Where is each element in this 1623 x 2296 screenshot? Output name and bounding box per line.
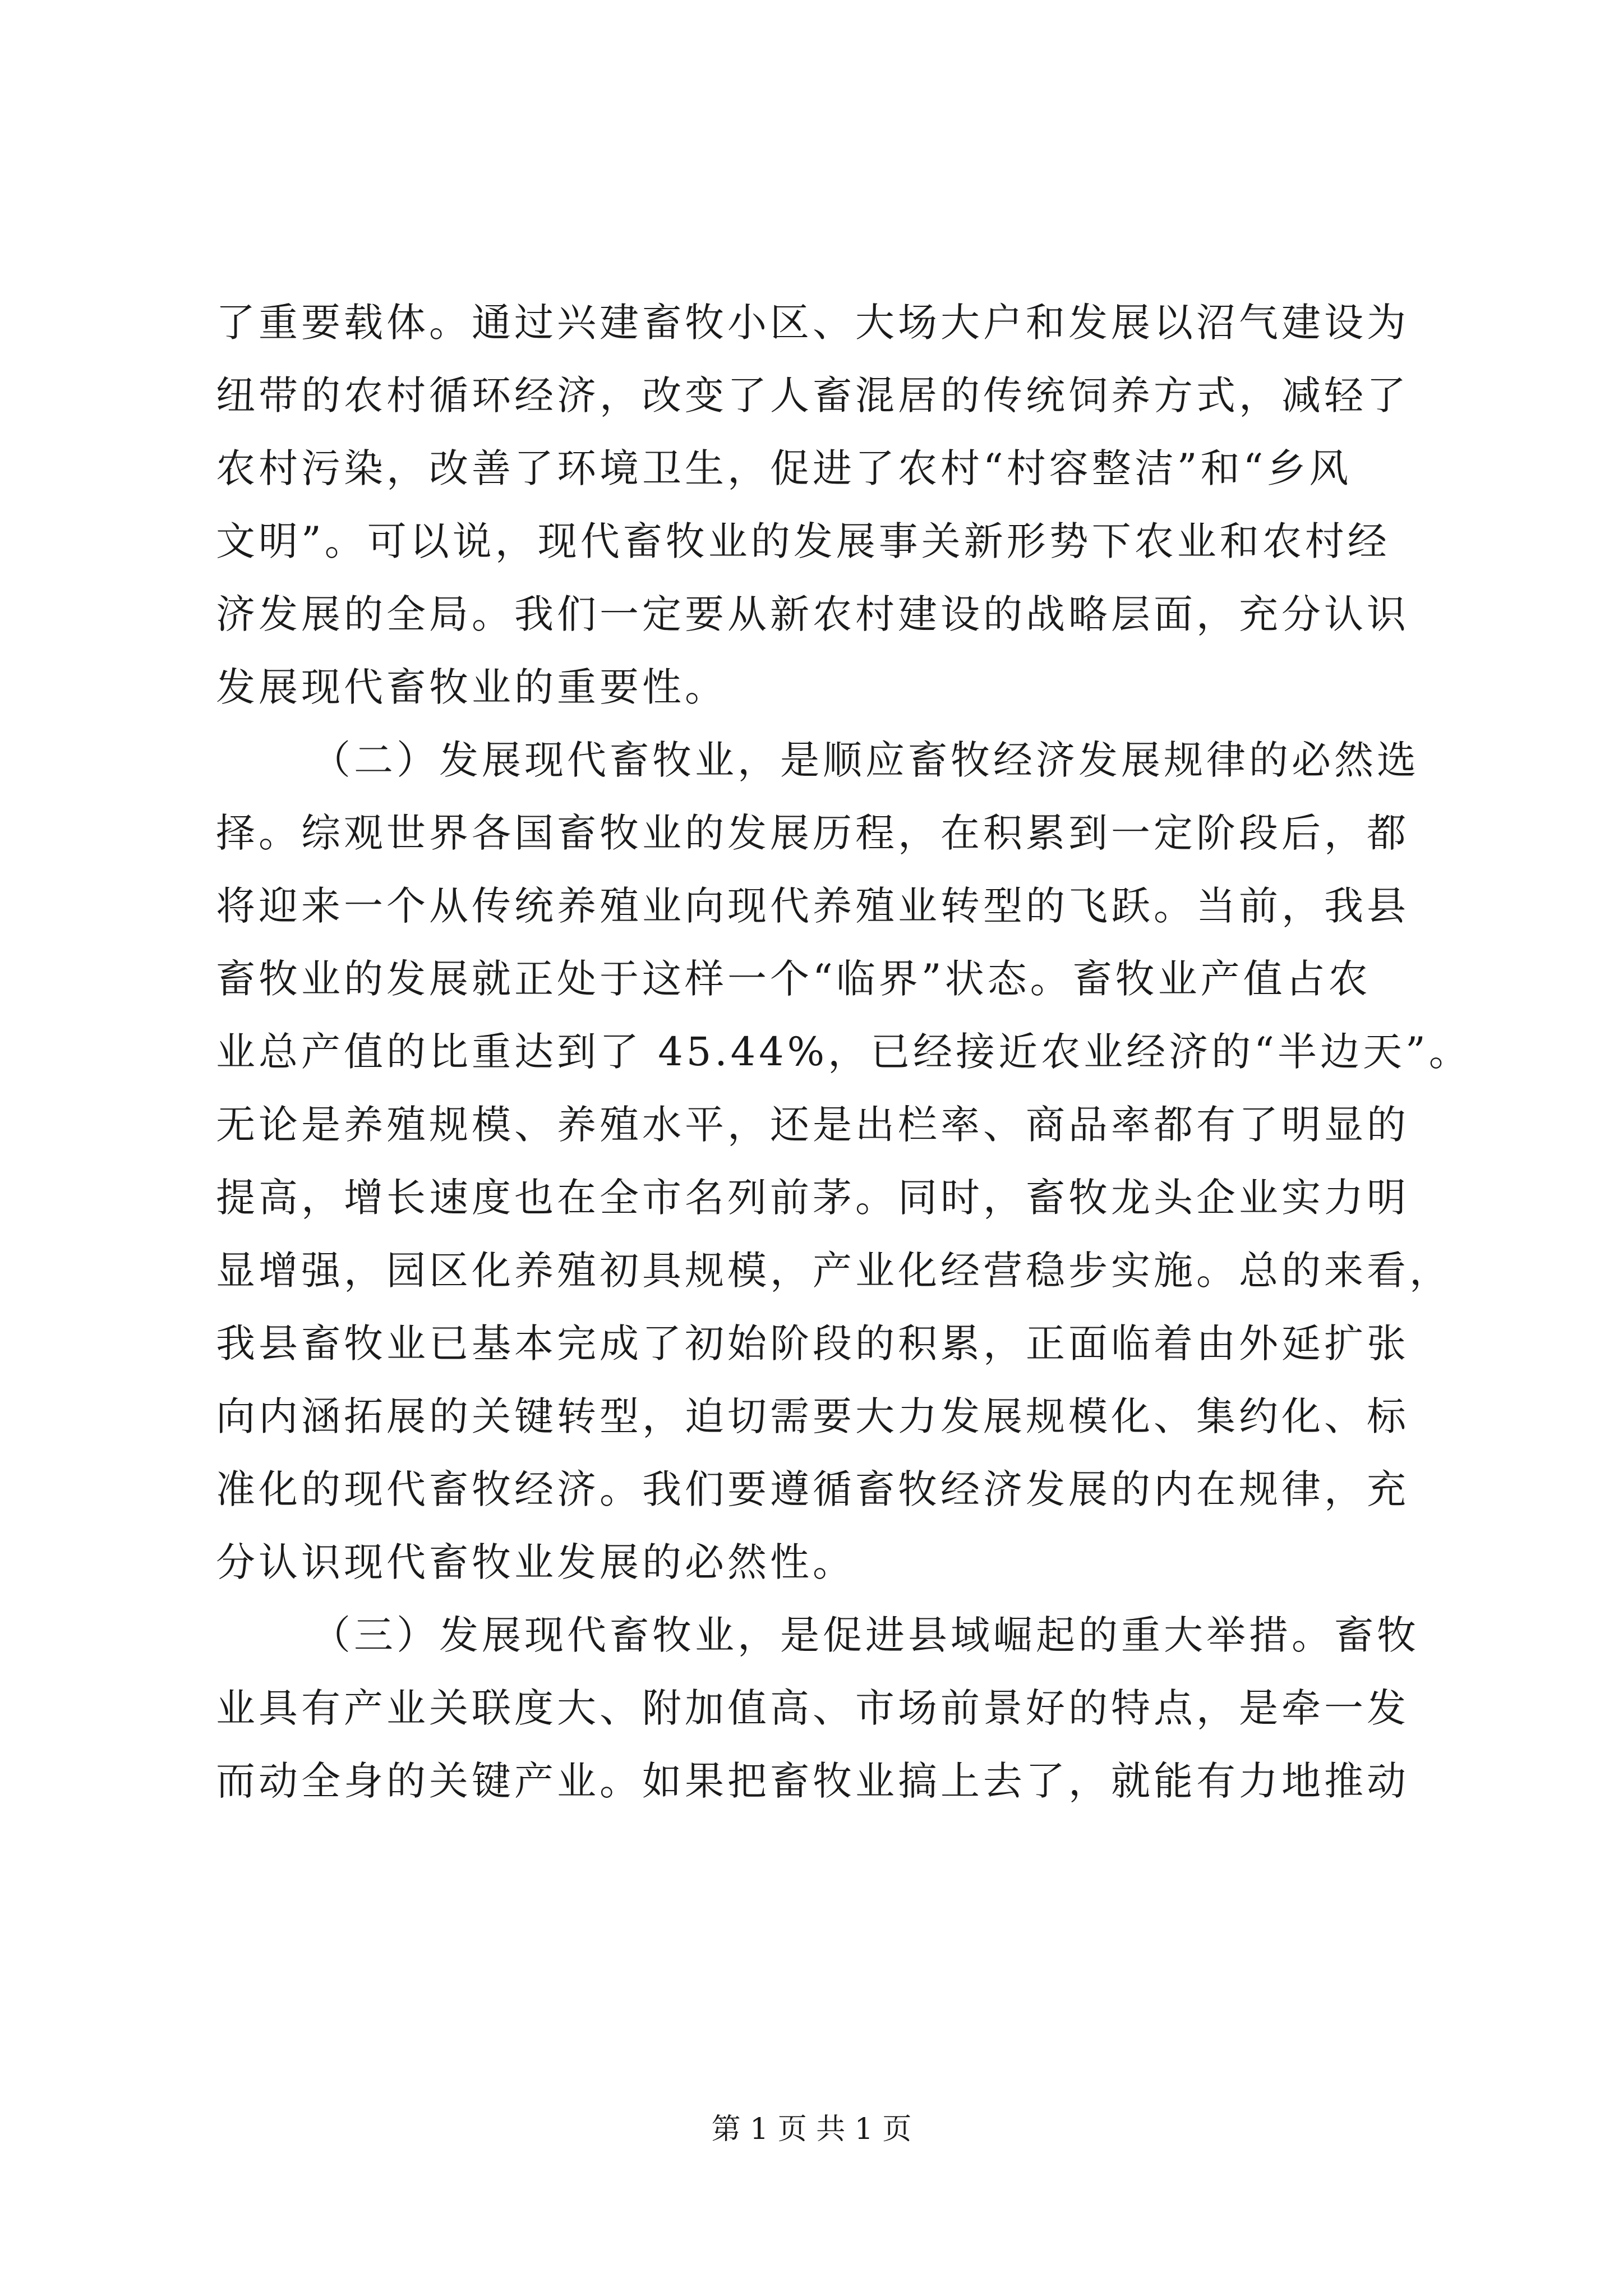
text-line: 济发展的全局。我们一定要从新农村建设的战略层面，充分认识 — [216, 591, 1409, 637]
text-line: 文明”。可以说，现代畜牧业的发展事关新形势下农业和农村经 — [216, 518, 1390, 564]
text-line: 业具有产业关联度大、附加值高、市场前景好的特点，是牵一发 — [216, 1685, 1409, 1731]
text-line: 择。综观世界各国畜牧业的发展历程，在积累到一定阶段后，都 — [216, 810, 1409, 856]
text-line: 将迎来一个从传统养殖业向现代养殖业转型的飞跃。当前，我县 — [216, 883, 1409, 929]
text-line: 发展现代畜牧业的重要性。 — [216, 664, 727, 710]
text-line: 提高，增长速度也在全市名列前茅。同时，畜牧龙头企业实力明 — [216, 1175, 1409, 1221]
text-line: 畜牧业的发展就正处于这样一个“临界”状态。畜牧业产值占农 — [216, 956, 1371, 1002]
page-footer: 第 1 页 共 1 页 — [711, 2113, 912, 2146]
text-line: 显增强，园区化养殖初具规模，产业化经营稳步实施。总的来看， — [216, 1248, 1452, 1294]
text-line: 我县畜牧业已基本完成了初始阶段的积累，正面临着由外延扩张 — [216, 1320, 1409, 1366]
text-line: 向内涵拓展的关键转型，迫切需要大力发展规模化、集约化、标 — [216, 1393, 1409, 1439]
paragraph-start-line: （三）发展现代畜牧业，是促进县域崛起的重大举措。畜牧 — [311, 1612, 1419, 1658]
text-line: 了重要载体。通过兴建畜牧小区、大场大户和发展以沼气建设为 — [216, 300, 1409, 346]
text-line: 分认识现代畜牧业发展的必然性。 — [216, 1539, 855, 1585]
text-line: 业总产值的比重达到了 45.44%，已经接近农业经济的“半边天”。 — [216, 1029, 1472, 1075]
text-line: 纽带的农村循环经济，改变了人畜混居的传统饲养方式，减轻了 — [216, 372, 1409, 418]
text-line: 农村污染，改善了环境卫生，促进了农村“村容整洁”和“乡风 — [216, 445, 1352, 491]
text-line: 而动全身的关键产业。如果把畜牧业搞上去了，就能有力地推动 — [216, 1758, 1409, 1804]
text-line: 无论是养殖规模、养殖水平，还是出栏率、商品率都有了明显的 — [216, 1102, 1409, 1148]
paragraph-start-line: （二）发展现代畜牧业，是顺应畜牧经济发展规律的必然选 — [311, 737, 1419, 783]
text-line: 准化的现代畜牧经济。我们要遵循畜牧经济发展的内在规律，充 — [216, 1466, 1409, 1512]
